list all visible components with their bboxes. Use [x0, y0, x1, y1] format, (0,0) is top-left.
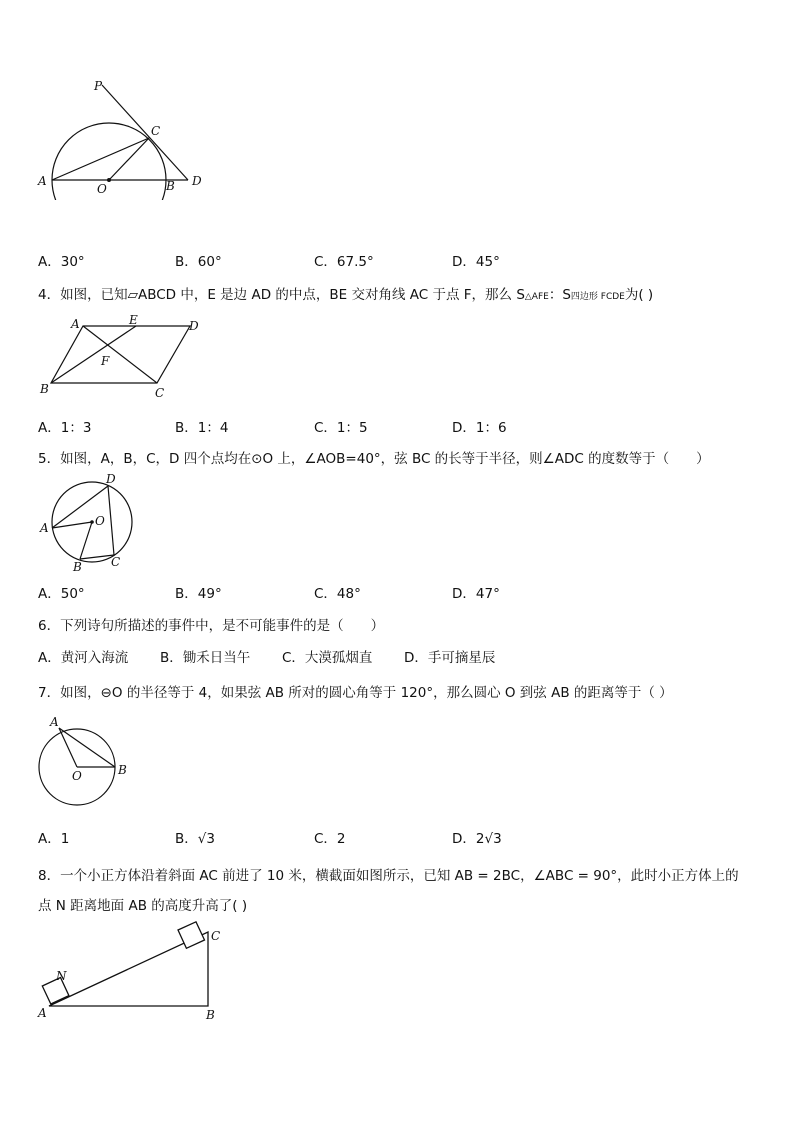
q4-sub-fcde: 四边形 FCDE — [570, 292, 625, 302]
q4-parallelogram-figure — [35, 312, 215, 402]
label-b: B — [118, 763, 127, 777]
q7-option-d: D．2√3 — [452, 831, 502, 847]
q6-stem: 6．下列诗句所描述的事件中，是不可能事件的是（ ） — [38, 618, 385, 634]
label-o: O — [72, 769, 82, 783]
q6-option-b: B．锄禾日当午 — [160, 650, 251, 666]
q3-option-b: B．60° — [175, 254, 222, 270]
label-n: N — [56, 969, 67, 983]
label-d: D — [189, 319, 199, 333]
q6-option-d: D．手可摘星辰 — [404, 650, 496, 666]
q5-option-a: A．50° — [38, 586, 85, 602]
label-b: B — [73, 560, 82, 574]
q4-option-c: C．1：5 — [314, 420, 368, 436]
q4-option-d: D．1：6 — [452, 420, 507, 436]
q8-stem-line2: 点 N 距离地面 AB 的高度升高了( ) — [38, 898, 248, 914]
q4-stem — [38, 283, 653, 303]
label-a: A — [71, 317, 80, 331]
q3-circle-figure — [30, 75, 220, 200]
q7-circle-figure — [30, 712, 140, 812]
label-o: O — [97, 182, 107, 196]
q5-option-c: C．48° — [314, 586, 361, 602]
label-a: A — [38, 1006, 47, 1020]
q7-option-a: A．1 — [38, 831, 70, 847]
q5-option-b: B．49° — [175, 586, 222, 602]
q8-slope-figure — [30, 920, 230, 1025]
q4-stem-mid: ：S — [548, 287, 571, 303]
label-e: E — [129, 313, 138, 327]
q7-option-c: C．2 — [314, 831, 346, 847]
q6-option-c: C．大漠孤烟直 — [282, 650, 373, 666]
label-c: C — [211, 929, 221, 943]
label-b: B — [40, 382, 49, 396]
label-b: B — [206, 1008, 215, 1022]
q4-stem-start: 4．如图，已知▱ABCD 中，E 是边 AD 的中点，BE 交对角线 AC 于点 F，那么 S — [38, 287, 525, 303]
label-d: D — [192, 174, 202, 188]
q3-option-d: D．45° — [452, 254, 500, 270]
label-a: A — [40, 521, 49, 535]
label-a: A — [38, 174, 47, 188]
q7-stem: 7．如图，⊖O 的半径等于 4，如果弦 AB 所对的圆心角等于 120°，那么圆心 O 到弦 AB 的距离等于（ ） — [38, 685, 673, 701]
label-f: F — [101, 354, 110, 368]
q4-sub-afe: △AFE — [524, 292, 549, 302]
label-c: C — [111, 555, 121, 569]
q4-option-b: B．1：4 — [175, 420, 229, 436]
q3-option-a: A．30° — [38, 254, 85, 270]
label-c: C — [151, 124, 161, 138]
label-o: O — [95, 514, 105, 528]
label-c: C — [155, 386, 165, 400]
label-d: D — [106, 472, 116, 486]
label-p: P — [94, 79, 103, 93]
q5-circle-figure — [35, 470, 145, 575]
q6-option-a: A．黄河入海流 — [38, 650, 129, 666]
q4-stem-end: 为( ) — [624, 287, 654, 303]
label-a: A — [50, 715, 59, 729]
label-b: B — [166, 179, 175, 193]
q4-option-a: A．1：3 — [38, 420, 92, 436]
q3-option-c: C．67.5° — [314, 254, 374, 270]
q8-stem-line1: 8．一个小正方体沿着斜面 AC 前进了 10 米，横截面如图所示，已知 AB = 2BC，∠ABC = 90°，此时小正方体上的 — [38, 868, 739, 884]
q5-option-d: D．47° — [452, 586, 500, 602]
q7-option-b: B．√3 — [175, 831, 215, 847]
q5-stem: 5．如图，A，B，C，D 四个点均在⊙O 上，∠AOB=40°，弦 BC 的长等于半径，则∠ADC 的度数等于（ ） — [38, 451, 710, 467]
